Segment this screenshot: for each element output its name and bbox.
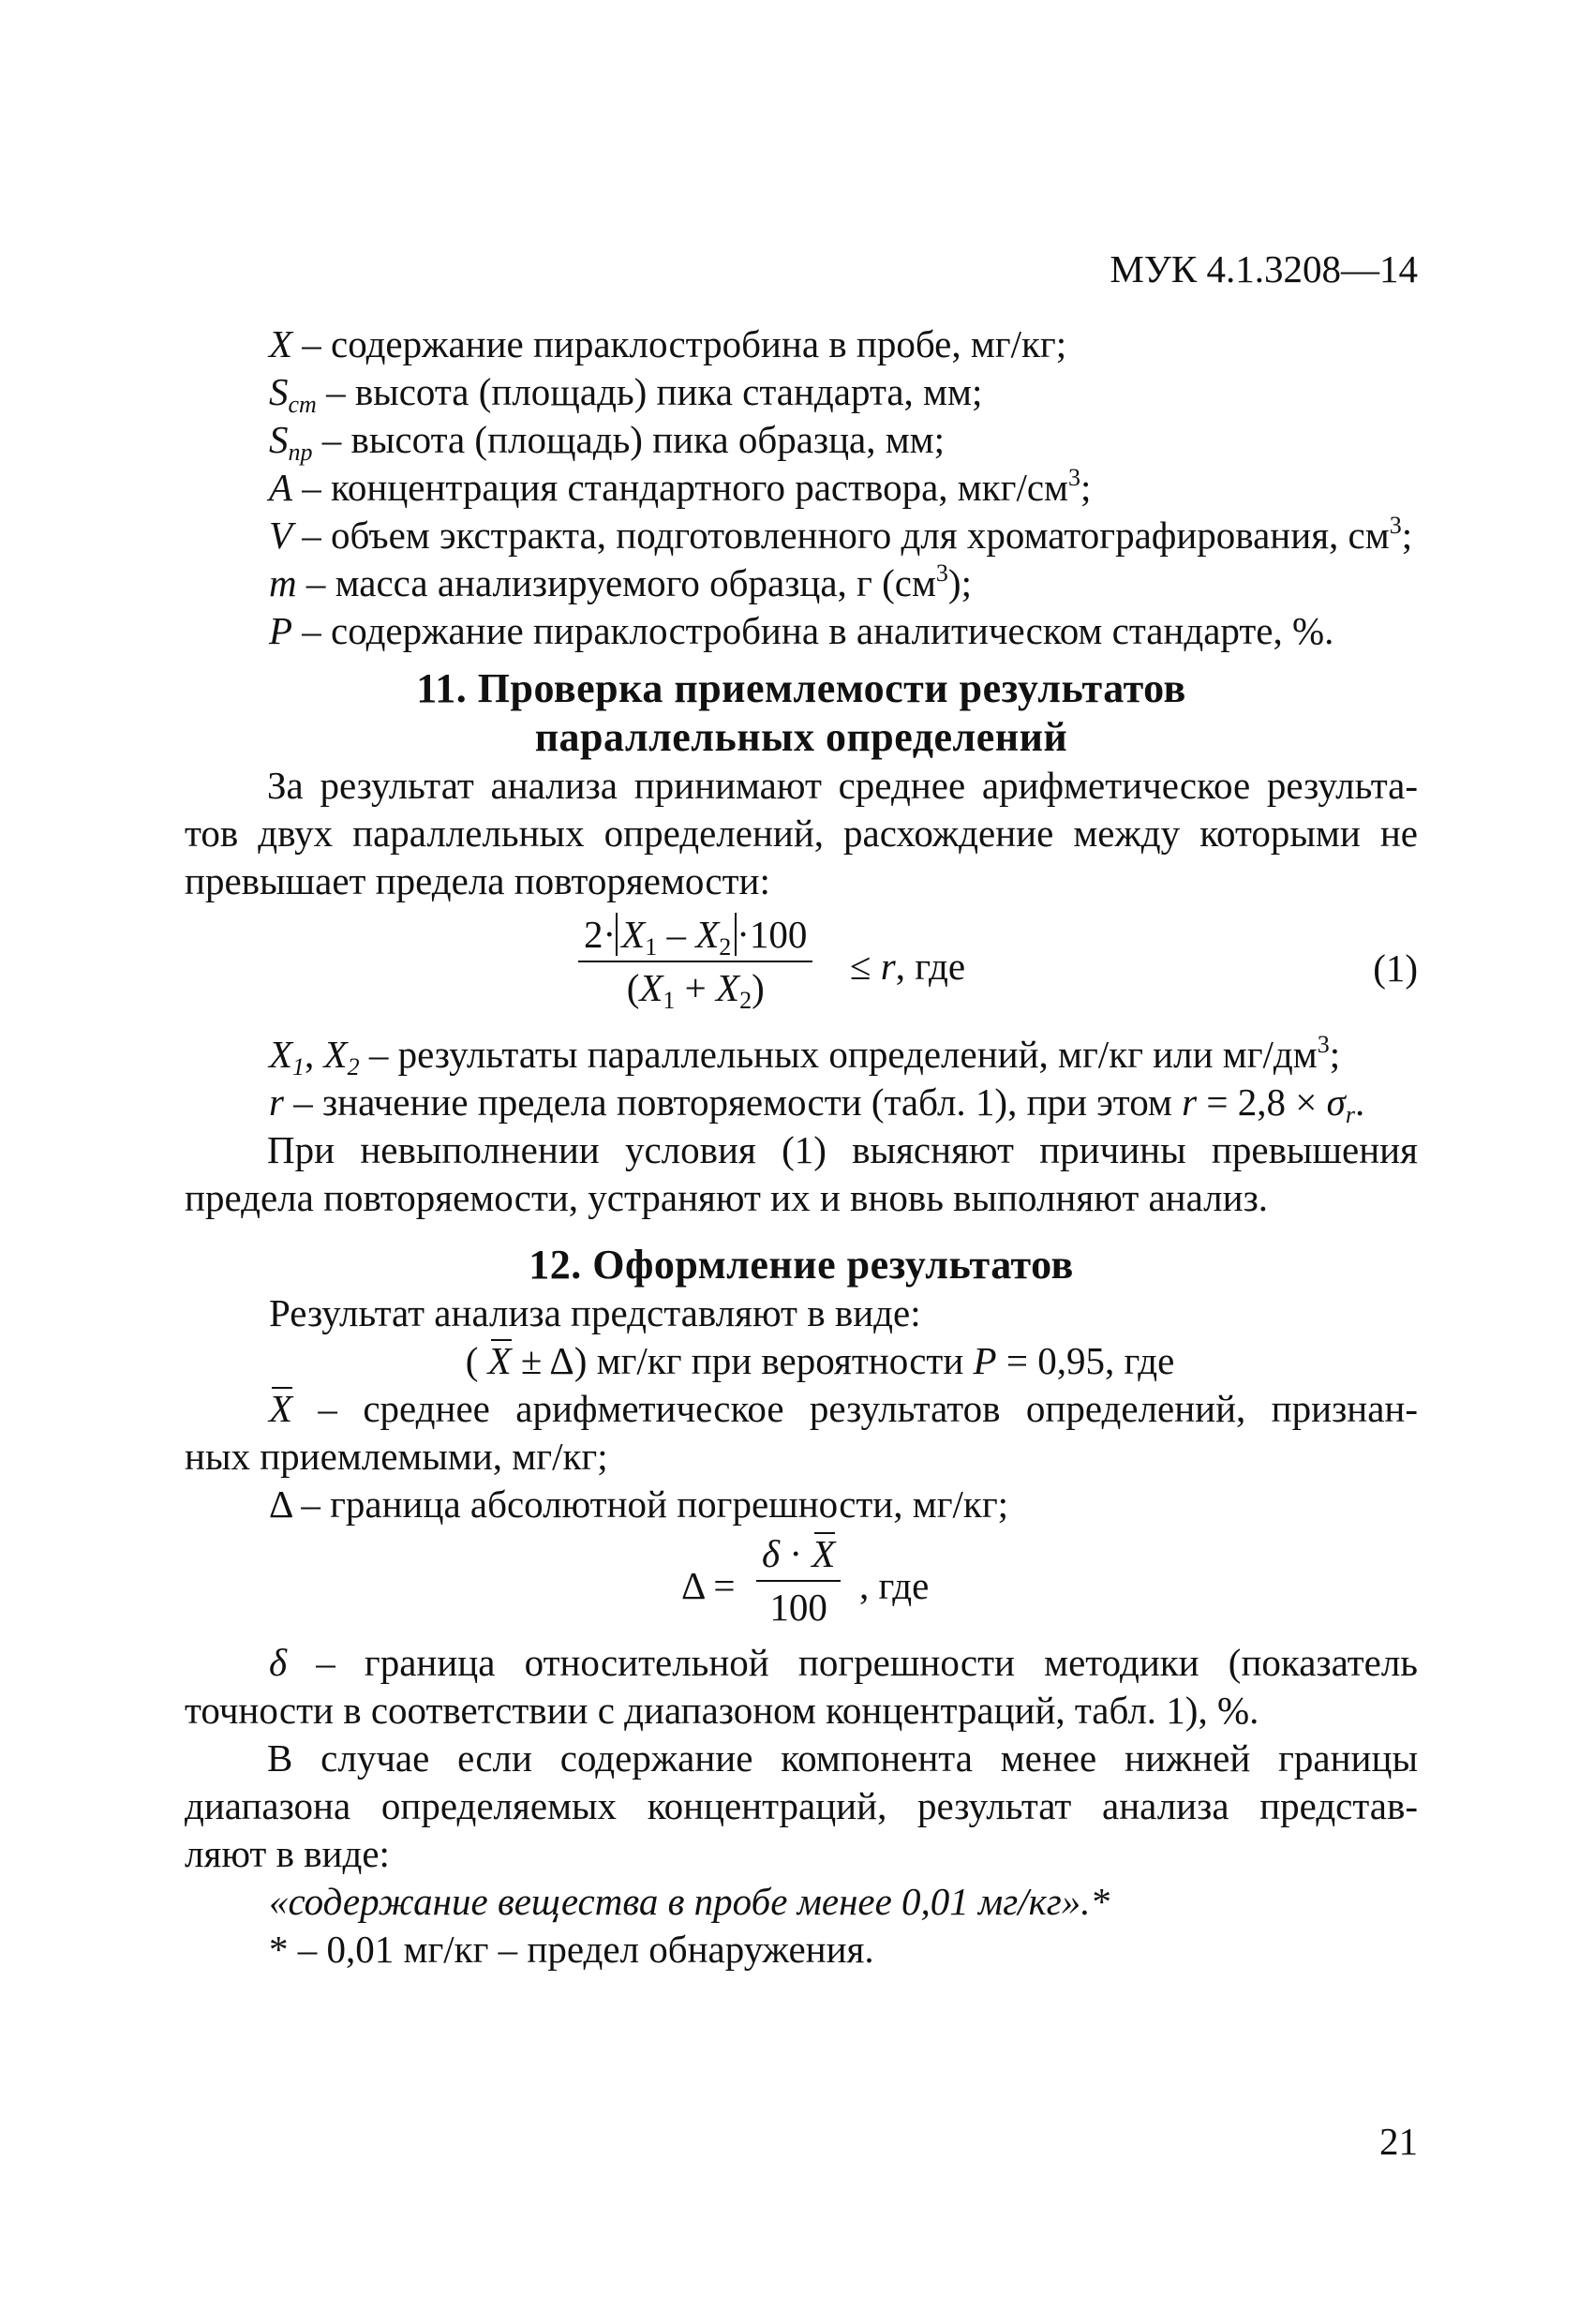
def-x: X – содержание пираклостробина в пробе, мг/кг;	[269, 322, 1067, 365]
def-m: m – масса анализируемого образца, г $(см^3)$;	[269, 559, 972, 604]
section-11-title-line-1: 11. Проверка приемлемости результатов	[416, 665, 1186, 711]
def-x1-x2: $X_1$, $X_2$ – результаты параллельных определений, мг/кг или $мг/дм^3$;	[269, 1031, 1341, 1080]
def-delta-small-line-1: δ – граница относительной погрешности методики (показатель	[269, 1641, 1418, 1684]
formula-1-denominator: $(X_1 + X_2)$	[626, 966, 765, 1014]
formula-1	[185, 909, 1418, 1031]
formula-1-condition: ≤ r, где	[850, 945, 966, 988]
section-11-paragraph-line-1: За результат анализа принимают среднее арифметическое результа-	[267, 764, 1418, 807]
low-paragraph-line-3: ляют в виде:	[185, 1832, 390, 1875]
def-a: A – концентрация стандартного раствора, мкг/$см^3$;	[269, 464, 1092, 509]
def-v: V – объем экстракта, подготовленного для хроматографирования, $см^3$;	[269, 512, 1413, 557]
section-11-paragraph-line-2: тов двух параллельных определений, расхождение между которыми не	[185, 812, 1418, 855]
formula-1-numerator: $2\cdot X_1 - X_2 \cdot 100$	[578, 911, 812, 962]
low-paragraph-line-1: В случае если содержание компонента менее нижней границы	[267, 1736, 1418, 1780]
document-code-header: МУК 4.1.3208—14	[1110, 247, 1418, 290]
def-xbar-line-2: ных приемлемыми, мг/кг;	[185, 1435, 608, 1478]
formula-2-fraction	[756, 1530, 841, 1631]
formula-1-number: (1)	[1373, 946, 1418, 990]
def-p: P – содержание пираклостробина в аналитическом стандарте, %.	[269, 609, 1334, 652]
section-11-title-line-2: параллельных определений	[534, 714, 1068, 760]
def-s-st: $S_{cm}$ – высота (площадь) пика стандарта, мм;	[269, 370, 983, 418]
section-12-title: 12. Оформление результатов	[529, 1242, 1074, 1288]
section-11-paragraph-b-line-2: предела повторяемости, устраняют их и вновь выполняют анализ.	[185, 1176, 1269, 1219]
def-delta: Δ – граница абсолютной погрешности, мг/кг;	[269, 1482, 1009, 1526]
formula-2-numerator: δ · X	[756, 1530, 841, 1582]
def-delta-small-line-2: точности в соответствии с диапазоном концентраций, табл. 1), %.	[185, 1689, 1259, 1732]
def-r: r – значение предела повторяемости (табл. 1), при этом $r = 2,8 \times \sigma_r$.	[269, 1080, 1365, 1128]
formula-2-where: , где	[859, 1564, 930, 1607]
low-paragraph-line-2: диапазона определяемых концентраций, результат анализа представ-	[185, 1784, 1418, 1827]
result-expression: ( X ± Δ) мг/кг при вероятности P = 0,95, где	[185, 1337, 1418, 1385]
section-11-paragraph-b-line-1: При невыполнении условия (1) выясняют причины превышения	[267, 1128, 1418, 1171]
footnote: * – 0,01 мг/кг – предел обнаружения.	[269, 1928, 874, 1971]
result-quote: «содержание вещества в пробе менее 0,01 мг/кг».*	[269, 1880, 1110, 1923]
def-xbar-line-1: X – среднее арифметическое результатов определений, признан-	[185, 1385, 1418, 1433]
formula-2-denominator: 100	[769, 1586, 827, 1629]
page-content	[185, 320, 1418, 1974]
formula-2	[185, 1528, 1418, 1639]
formula-1-fraction	[578, 911, 812, 1012]
section-12-intro: Результат анализа представляют в виде:	[269, 1291, 921, 1334]
x-bar-symbol: X	[488, 1337, 512, 1385]
def-s-pr: $S_{пр}$ – высота (площадь) пика образца, мм;	[269, 418, 946, 466]
page-number: 21	[1379, 2120, 1418, 2163]
formula-2-lhs: Δ =	[681, 1564, 736, 1607]
section-11-paragraph-line-3: превышает предела повторяемости:	[185, 859, 770, 902]
